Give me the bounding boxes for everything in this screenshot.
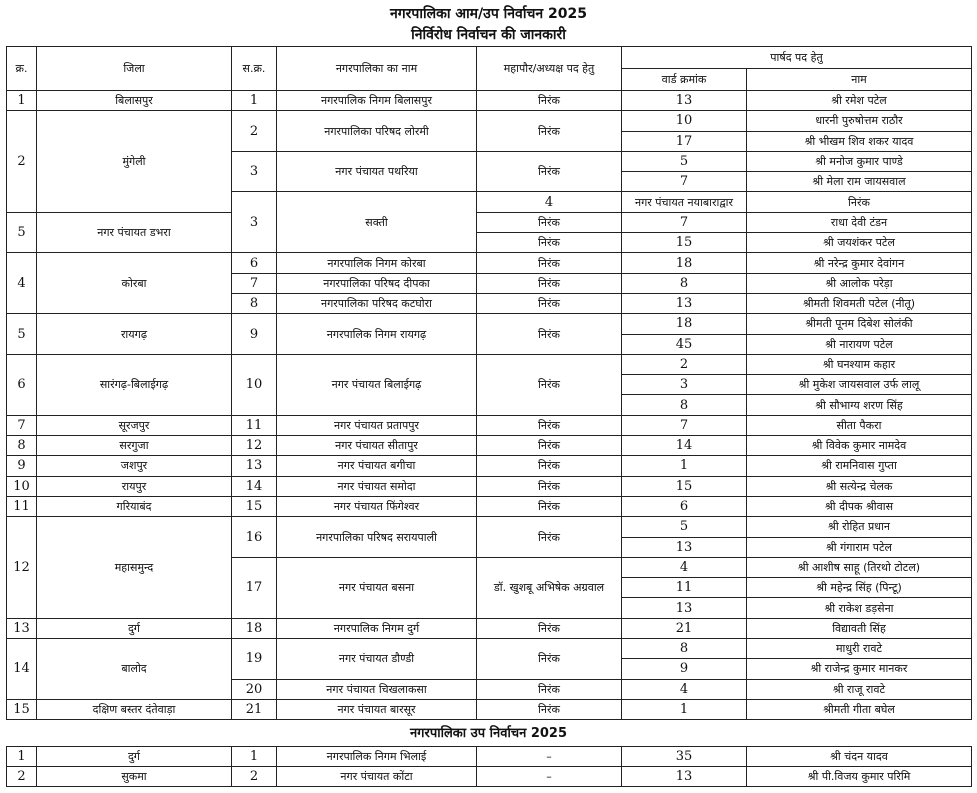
table-row bbox=[7, 747, 972, 767]
cell-naam: श्री राजेन्द्र कुमार मानकर bbox=[747, 659, 972, 679]
byelection-title: नगरपालिका उप निर्वाचन 2025 bbox=[409, 726, 568, 741]
cell-ward: 5 bbox=[622, 151, 747, 171]
cell-skr: 17 bbox=[232, 557, 277, 618]
cell-jila: सूरजपुर bbox=[37, 415, 232, 435]
cell-ward: 13 bbox=[622, 767, 747, 787]
cell-kr: 7 bbox=[7, 415, 37, 435]
cell-naam: सीता पैकरा bbox=[747, 415, 972, 435]
cell-naam: श्री सौभाग्य शरण सिंह bbox=[747, 395, 972, 415]
cell-jila: दक्षिण बस्तर दंतेवाड़ा bbox=[37, 699, 232, 719]
header-nagarpalika: नगरपालिका का नाम bbox=[277, 47, 477, 91]
table-row bbox=[7, 415, 972, 435]
table-row bbox=[7, 496, 972, 516]
cell-mahapaur: निरंक bbox=[747, 192, 972, 212]
cell-kr: 8 bbox=[7, 436, 37, 456]
cell-mahapaur: निरंक bbox=[477, 354, 622, 415]
cell-nagarpalika: नगर पंचायत बगीचा bbox=[277, 456, 477, 476]
cell-ward: 1 bbox=[622, 456, 747, 476]
cell-nagarpalika: नगर पंचायत प्रतापपुर bbox=[277, 415, 477, 435]
cell-nagarpalika: नगर पंचायत चिखलाकसा bbox=[277, 679, 477, 699]
cell-nagarpalika: नगर पंचायत सीतापुर bbox=[277, 436, 477, 456]
cell-naam: श्री मुकेश जायसवाल उर्फ लालू bbox=[747, 375, 972, 395]
cell-kr: 14 bbox=[7, 639, 37, 700]
cell-naam: श्रीमती गीता बघेल bbox=[747, 699, 972, 719]
cell-ward: 35 bbox=[622, 747, 747, 767]
cell-jila: जशपुर bbox=[37, 456, 232, 476]
cell-naam: माधुरी रावटे bbox=[747, 639, 972, 659]
cell-mahapaur: निरंक bbox=[477, 639, 622, 680]
cell-mahapaur: निरंक bbox=[477, 679, 622, 699]
cell-nagarpalika: नगर पंचायत बसना bbox=[277, 557, 477, 618]
cell-skr: 13 bbox=[232, 456, 277, 476]
cell-nagarpalika: नगर पंचायत डभरा bbox=[37, 212, 232, 253]
cell-naam: श्री राकेश डड़सेना bbox=[747, 598, 972, 618]
cell-mahapaur: निरंक bbox=[477, 314, 622, 355]
table-row bbox=[7, 699, 972, 719]
table-row bbox=[7, 111, 972, 131]
cell-mahapaur: – bbox=[477, 767, 622, 787]
cell-mahapaur: निरंक bbox=[477, 151, 622, 192]
cell-nagarpalika: नगरपालिक निगम रायगढ़ bbox=[277, 314, 477, 355]
cell-kr: 12 bbox=[7, 517, 37, 618]
table-row bbox=[7, 476, 972, 496]
cell-ward: 3 bbox=[622, 375, 747, 395]
table-row bbox=[7, 314, 972, 334]
cell-jila: सक्ती bbox=[277, 192, 477, 253]
cell-jila: गरियाबंद bbox=[37, 496, 232, 516]
cell-skr: 10 bbox=[232, 354, 277, 415]
cell-kr: 13 bbox=[7, 618, 37, 638]
cell-kr: 5 bbox=[7, 314, 37, 355]
cell-naam: श्री नारायण पटेल bbox=[747, 334, 972, 354]
cell-ward: 2 bbox=[622, 354, 747, 374]
cell-naam: श्री चंदन यादव bbox=[747, 747, 972, 767]
cell-jila: रायपुर bbox=[37, 476, 232, 496]
cell-mahapaur: निरंक bbox=[477, 436, 622, 456]
cell-mahapaur: डॉ. खुशबू अभिषेक अग्रवाल bbox=[477, 557, 622, 618]
cell-nagarpalika: नगर पंचायत कोंटा bbox=[277, 767, 477, 787]
cell-nagarpalika: नगरपालिका परिषद सरायपाली bbox=[277, 517, 477, 558]
cell-naam: श्री मनोज कुमार पाण्डे bbox=[747, 151, 972, 171]
cell-kr: 15 bbox=[7, 699, 37, 719]
cell-naam: श्री राजू रावटे bbox=[747, 679, 972, 699]
table-row bbox=[7, 212, 972, 232]
cell-nagarpalika: नगर पंचायत पथरिया bbox=[277, 151, 477, 192]
cell-ward: 6 bbox=[622, 496, 747, 516]
cell-jila: कोरबा bbox=[37, 253, 232, 314]
cell-jila: सुकमा bbox=[37, 767, 232, 787]
cell-skr: 15 bbox=[232, 496, 277, 516]
cell-ward: 8 bbox=[622, 273, 747, 293]
cell-skr: 12 bbox=[232, 436, 277, 456]
cell-jila: महासमुन्द bbox=[37, 517, 232, 618]
table-row bbox=[7, 253, 972, 273]
cell-ward: 7 bbox=[622, 212, 747, 232]
cell-skr: 1 bbox=[232, 747, 277, 767]
table-row bbox=[7, 354, 972, 374]
cell-nagarpalika: नगरपालिका परिषद दीपका bbox=[277, 273, 477, 293]
cell-naam: धारनी पुरुषोत्तम राठौर bbox=[747, 111, 972, 131]
cell-mahapaur: निरंक bbox=[477, 91, 622, 111]
cell-nagarpalika: नगरपालिका परिषद लोरमी bbox=[277, 111, 477, 152]
byelection-body bbox=[7, 747, 972, 787]
cell-ward: 45 bbox=[622, 334, 747, 354]
cell-kr: 10 bbox=[7, 476, 37, 496]
header-ward: वार्ड क्रमांक bbox=[622, 69, 747, 91]
cell-ward: 18 bbox=[622, 314, 747, 334]
cell-naam: राधा देवी टंडन bbox=[747, 212, 972, 232]
cell-naam: श्री विवेक कुमार नामदेव bbox=[747, 436, 972, 456]
cell-mahapaur: निरंक bbox=[477, 496, 622, 516]
table-row bbox=[7, 517, 972, 537]
cell-skr: 19 bbox=[232, 639, 277, 680]
cell-nagarpalika: नगरपालिक निगम बिलासपुर bbox=[277, 91, 477, 111]
cell-mahapaur: निरंक bbox=[477, 212, 622, 232]
cell-kr: 2 bbox=[7, 767, 37, 787]
cell-jila: बिलासपुर bbox=[37, 91, 232, 111]
table-body bbox=[7, 91, 972, 720]
cell-ward: 8 bbox=[622, 395, 747, 415]
cell-naam: श्री गंगाराम पटेल bbox=[747, 537, 972, 557]
cell-naam: श्री मेला राम जायसवाल bbox=[747, 172, 972, 192]
cell-skr: 9 bbox=[232, 314, 277, 355]
byelection-table bbox=[6, 746, 972, 787]
cell-mahapaur: निरंक bbox=[477, 293, 622, 313]
table-row bbox=[7, 767, 972, 787]
cell-ward: 13 bbox=[622, 537, 747, 557]
cell-nagarpalika: नगर पंचायत फिंगेश्वर bbox=[277, 496, 477, 516]
cell-naam: श्री आशीष साहू (तिरथो टोटल) bbox=[747, 557, 972, 577]
cell-kr: 11 bbox=[7, 496, 37, 516]
cell-skr: 1 bbox=[232, 91, 277, 111]
cell-skr: 20 bbox=[232, 679, 277, 699]
cell-jila: रायगढ़ bbox=[37, 314, 232, 355]
cell-kr: 4 bbox=[7, 253, 37, 314]
cell-skr: 2 bbox=[232, 111, 277, 152]
cell-ward: 11 bbox=[622, 578, 747, 598]
header-jila: जिला bbox=[37, 47, 232, 91]
document-title: नगरपालिका आम/उप निर्वाचन 2025 bbox=[390, 6, 587, 22]
cell-ward: 15 bbox=[622, 233, 747, 253]
cell-naam: श्री सत्येन्द्र चेलक bbox=[747, 476, 972, 496]
header-skr: स.क्र. bbox=[232, 47, 277, 91]
cell-nagarpalika: नगर पंचायत समोदा bbox=[277, 476, 477, 496]
header-naam: नाम bbox=[747, 69, 972, 91]
cell-ward: 10 bbox=[622, 111, 747, 131]
table-row bbox=[7, 91, 972, 111]
cell-jila: दुर्ग bbox=[37, 618, 232, 638]
cell-naam: श्री रामनिवास गुप्ता bbox=[747, 456, 972, 476]
cell-naam: श्री भीखम शिव शकर यादव bbox=[747, 131, 972, 151]
cell-jila: सरगुजा bbox=[37, 436, 232, 456]
cell-nagarpalika: नगर पंचायत बारसूर bbox=[277, 699, 477, 719]
cell-mahapaur: निरंक bbox=[477, 273, 622, 293]
cell-skr: 8 bbox=[232, 293, 277, 313]
cell-ward: 4 bbox=[622, 557, 747, 577]
cell-mahapaur: निरंक bbox=[477, 233, 622, 253]
cell-ward: 18 bbox=[622, 253, 747, 273]
cell-skr: 5 bbox=[7, 212, 37, 253]
cell-ward: 8 bbox=[622, 639, 747, 659]
cell-ward: 17 bbox=[622, 131, 747, 151]
cell-mahapaur: निरंक bbox=[477, 517, 622, 558]
cell-kr: 1 bbox=[7, 747, 37, 767]
cell-mahapaur: निरंक bbox=[477, 699, 622, 719]
cell-jila: बालोद bbox=[37, 639, 232, 700]
cell-nagarpalika: नगर पंचायत बिलाईगढ़ bbox=[277, 354, 477, 415]
cell-ward: 7 bbox=[622, 172, 747, 192]
cell-skr: 3 bbox=[232, 151, 277, 192]
cell-naam: विद्यावती सिंह bbox=[747, 618, 972, 638]
cell-mahapaur: निरंक bbox=[477, 456, 622, 476]
cell-skr: 14 bbox=[232, 476, 277, 496]
table-row bbox=[7, 639, 972, 659]
cell-ward: 13 bbox=[622, 598, 747, 618]
cell-skr: 2 bbox=[232, 767, 277, 787]
cell-mahapaur: निरंक bbox=[477, 253, 622, 273]
cell-naam: श्री आलोक परेड़ा bbox=[747, 273, 972, 293]
cell-mahapaur: निरंक bbox=[477, 476, 622, 496]
cell-nagarpalika: नगरपालिक निगम कोरबा bbox=[277, 253, 477, 273]
cell-ward: 14 bbox=[622, 436, 747, 456]
cell-nagarpalika: नगर पंचायत नयाबाराद्वार bbox=[622, 192, 747, 212]
table-row bbox=[7, 436, 972, 456]
cell-ward: 4 bbox=[622, 679, 747, 699]
cell-kr: 2 bbox=[7, 111, 37, 212]
cell-skr: 4 bbox=[477, 192, 622, 212]
cell-mahapaur: निरंक bbox=[477, 415, 622, 435]
cell-naam: श्री रमेश पटेल bbox=[747, 91, 972, 111]
cell-skr: 18 bbox=[232, 618, 277, 638]
cell-mahapaur: – bbox=[477, 747, 622, 767]
cell-jila: दुर्ग bbox=[37, 747, 232, 767]
cell-ward: 7 bbox=[622, 415, 747, 435]
cell-skr: 21 bbox=[232, 699, 277, 719]
cell-naam: श्री महेन्द्र सिंह (पिन्टू) bbox=[747, 578, 972, 598]
cell-naam: श्रीमती शिवमती पटेल (नीतू) bbox=[747, 293, 972, 313]
cell-kr: 1 bbox=[7, 91, 37, 111]
cell-mahapaur: निरंक bbox=[477, 618, 622, 638]
cell-ward: 15 bbox=[622, 476, 747, 496]
cell-kr: 3 bbox=[232, 192, 277, 253]
cell-kr: 6 bbox=[7, 354, 37, 415]
cell-nagarpalika: नगरपालिक निगम दुर्ग bbox=[277, 618, 477, 638]
cell-naam: श्री जयशंकर पटेल bbox=[747, 233, 972, 253]
cell-naam: श्रीमती पूनम दिबेश सोलंकी bbox=[747, 314, 972, 334]
header-parshad: पार्षद पद हेतु bbox=[622, 47, 972, 69]
cell-ward: 5 bbox=[622, 517, 747, 537]
header-kr: क्र. bbox=[7, 47, 37, 91]
cell-ward: 13 bbox=[622, 293, 747, 313]
cell-nagarpalika: नगरपालिका परिषद कटघोरा bbox=[277, 293, 477, 313]
cell-skr: 7 bbox=[232, 273, 277, 293]
cell-nagarpalika: नगर पंचायत डौण्डी bbox=[277, 639, 477, 680]
cell-naam: श्री रोहित प्रधान bbox=[747, 517, 972, 537]
cell-ward: 1 bbox=[622, 699, 747, 719]
cell-naam: श्री घनश्याम कहार bbox=[747, 354, 972, 374]
header-mahapaur: महापौर/अध्यक्ष पद हेतु bbox=[477, 47, 622, 91]
cell-jila: मुंगेली bbox=[37, 111, 232, 212]
cell-naam: श्री पी.विजय कुमार परिमि bbox=[747, 767, 972, 787]
table-row bbox=[7, 618, 972, 638]
cell-naam: श्री नरेन्द्र कुमार देवांगन bbox=[747, 253, 972, 273]
cell-ward: 13 bbox=[622, 91, 747, 111]
cell-jila: सारंगढ़-बिलाईगढ़ bbox=[37, 354, 232, 415]
cell-mahapaur: निरंक bbox=[477, 111, 622, 152]
cell-skr: 6 bbox=[232, 253, 277, 273]
cell-nagarpalika: नगरपालिक निगम भिलाई bbox=[277, 747, 477, 767]
table-row bbox=[7, 456, 972, 476]
document-subtitle: निर्विरोध निर्वाचन की जानकारी bbox=[411, 27, 566, 43]
cell-ward: 9 bbox=[622, 659, 747, 679]
cell-skr: 16 bbox=[232, 517, 277, 558]
cell-skr: 11 bbox=[232, 415, 277, 435]
cell-naam: श्री दीपक श्रीवास bbox=[747, 496, 972, 516]
cell-kr: 9 bbox=[7, 456, 37, 476]
unopposed-election-table bbox=[6, 46, 972, 720]
cell-ward: 21 bbox=[622, 618, 747, 638]
